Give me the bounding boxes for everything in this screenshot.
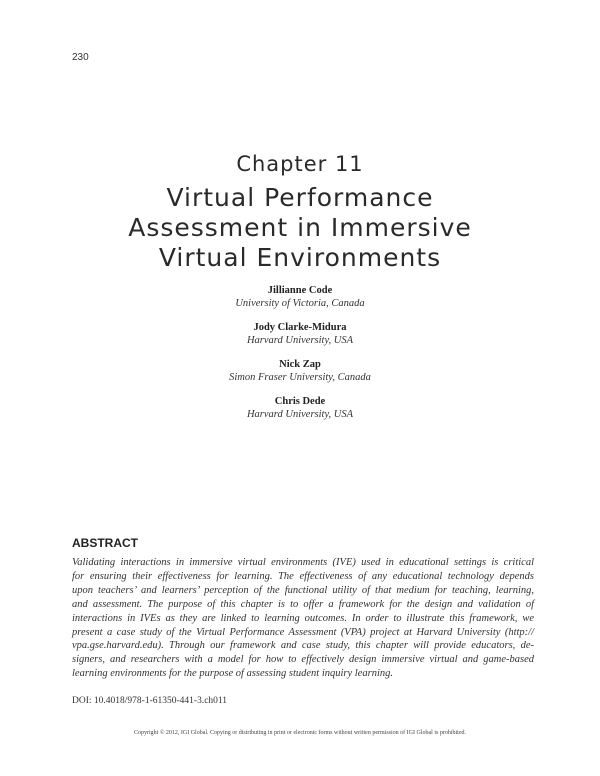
abstract-line: learning environments for the purpose of assessing student inquiry learning. <box>72 668 394 680</box>
author-block <box>0 321 600 347</box>
chapter-label: Chapter 11 <box>236 152 364 176</box>
author-name: Nick Zap <box>279 359 321 370</box>
author-block <box>0 358 600 384</box>
abstract-line: upon teachers’ and learners’ perception of the functional utility of that medium for teaching, learning, <box>72 584 534 596</box>
author-block <box>0 395 600 421</box>
author-name: Jillianne Code <box>267 285 333 296</box>
abstract-line: interactions in IVEs as they are linked to learning outcomes. In order to illustrate this framework, we <box>72 612 534 624</box>
author-name: Jody Clarke-Midura <box>253 322 347 333</box>
author-list <box>0 284 600 432</box>
title-line: Virtual Environments <box>158 243 442 272</box>
author-block <box>0 284 600 310</box>
title-line: Assessment in Immersive <box>128 213 472 242</box>
author-name: Chris Dede <box>274 396 326 407</box>
author-affiliation: Simon Fraser University, Canada <box>229 372 371 383</box>
author-affiliation: Harvard University, USA <box>246 409 354 420</box>
author-affiliation: Harvard University, USA <box>246 335 354 346</box>
copyright-notice: Copyright © 2012, IGI Global. Copying or distributing in print or electronic forms without written permission of IGI Global is prohibited. <box>133 730 466 736</box>
abstract-line: for ensuring their effectiveness for learning. The effectiveness of any educational technology depends <box>72 570 534 582</box>
author-affiliation: University of Victoria, Canada <box>235 298 365 309</box>
abstract-line: vpa.gse.harvard.edu). Through our framework and case study, this chapter will provide educators, de- <box>72 640 534 652</box>
chapter-title <box>0 183 600 273</box>
abstract-line: Validating interactions in immersive virtual environments (IVE) used in educational settings is critical <box>72 557 534 568</box>
page-number: 230 <box>72 52 89 63</box>
abstract-text <box>72 556 534 681</box>
abstract-heading: ABSTRACT <box>72 536 138 550</box>
abstract-line: signers, and researchers with a model for how to effectively design immersive virtual and game-based <box>72 654 534 666</box>
abstract-line: and assessment. The purpose of this chapter is to offer a framework for the design and validation of <box>72 598 534 610</box>
title-line: Virtual Performance <box>166 183 434 212</box>
doi: DOI: 10.4018/978-1-61350-441-3.ch011 <box>72 696 228 706</box>
abstract-line: present a case study of the Virtual Performance Assessment (VPA) project at Harvard University (http:// <box>72 626 534 638</box>
